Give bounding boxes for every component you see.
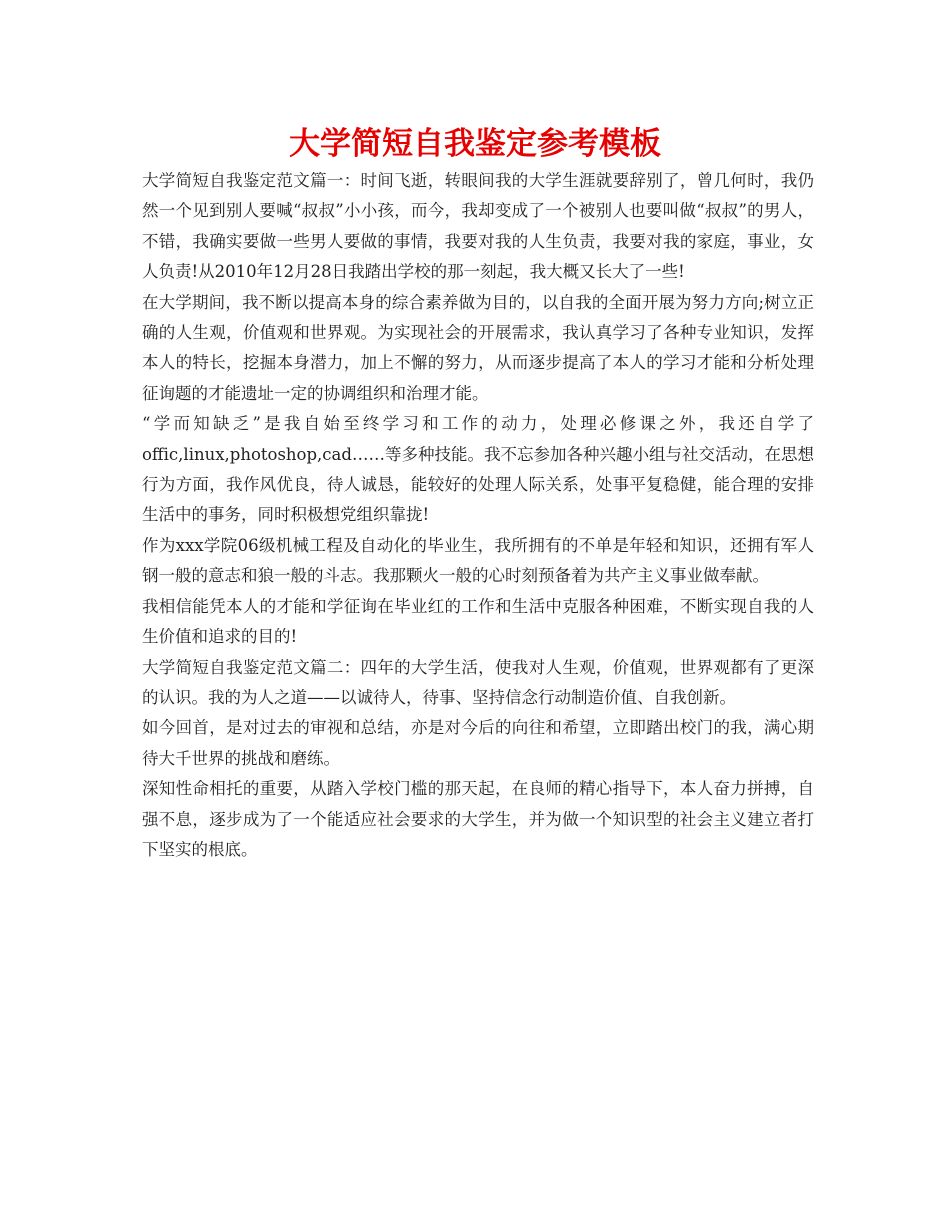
paragraph-7: 如今回首，是对过去的审视和总结，亦是对今后的向往和希望，立即踏出校门的我，满心期待大千世界的挑战和磨练。 — [142, 718, 814, 768]
paragraph-8: 深知性命相托的重要，从踏入学校门槛的那天起，在良师的精心指导下，本人奋力拼搏，自强不息，逐步成为了一个能适应社会要求的大学生，并为做一个知识型的社会主义建立者打下坚实的根底。 — [142, 779, 814, 859]
paragraph-5: 我相信能凭本人的才能和学征询在毕业红的工作和生活中克服各种困难，不断实现自我的人生价值和追求的目的! — [142, 596, 814, 647]
paragraph-4: 作为xxx学院06级机械工程及自动化的毕业生，我所拥有的不单是年轻和知识，还拥有军人钢一般的意志和狼一般的斗志。我那颗火一般的心时刻预备着为共产主义事业做奉献。 — [142, 535, 814, 586]
document-body — [142, 166, 814, 865]
paragraph-3: “学而知缺乏”是我自始至终学习和工作的动力，处理必修课之外，我还自学了offic,linux,photoshop,cad……等多种技能。我不忘参加各种兴趣小组与社交活动，在思想行为方面，我作风优良，待人诚恳，能较好的处理人际关系，处事平复稳健，能合理的安排生活中的事务，同时积极想党组织靠拢! — [142, 414, 814, 525]
paragraph-1: 大学简短自我鉴定范文篇一：时间飞逝，转眼间我的大学生涯就要辞别了，曾几何时，我仍然一个见到别人要喊“叔叔”小小孩，而今，我却变成了一个被别人也要叫做“叔叔”的男人，不错，我确实要做一些男人要做的事情，我要对我的人生负责，我要对我的家庭，事业，女人负责!从2010年12月28日我踏出学校的那一刻起，我大概又长大了一些! — [142, 171, 814, 282]
paragraph-6: 大学简短自我鉴定范文篇二：四年的大学生活，使我对人生观，价值观，世界观都有了更深的认识。我的为人之道——以诚待人，待事、坚持信念行动制造价值、自我创新。 — [142, 657, 814, 707]
document-title: 大学简短自我鉴定参考模板 — [289, 126, 661, 162]
paragraph-2: 在大学期间，我不断以提高本身的综合素养做为目的，以自我的全面开展为努力方向;树立正确的人生观，价值观和世界观。为实现社会的开展需求，我认真学习了各种专业知识，发挥本人的特长，挖掘本身潜力，加上不懈的努力，从而逐步提高了本人的学习才能和分析处理征询题的才能遗址一定的协调组织和治理才能。 — [142, 292, 814, 403]
